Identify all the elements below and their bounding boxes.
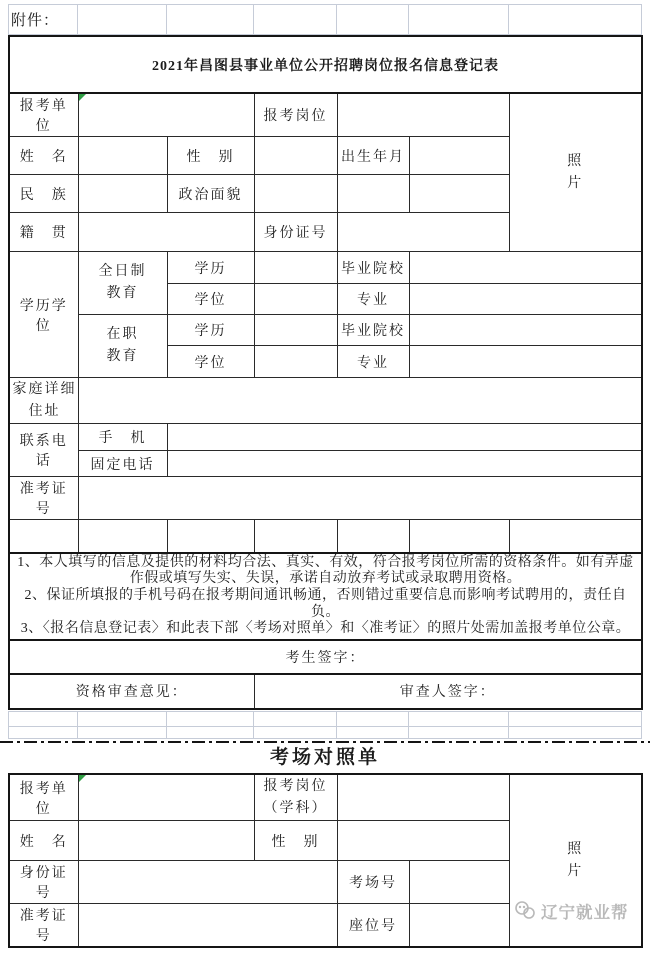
empty-grid-cell: [337, 711, 409, 726]
label-political-status: 政治面貌: [167, 175, 254, 213]
field-exam-ticket-number: [78, 904, 337, 948]
field-onjob-school: [409, 315, 642, 346]
form-title: 2021年昌图县事业单位公开招聘岗位报名信息登记表: [9, 36, 642, 93]
label-contact-phone: 联系电话: [9, 424, 78, 477]
label-review-opinion: 资格审查意见：: [9, 674, 254, 709]
watermark: [514, 899, 629, 923]
label-id-number: 身份证号: [9, 861, 78, 904]
note-line: 2、保证所填报的手机号码在报考期间通讯畅通，否则错过重要信息而影响考试聘用的，责任自负。: [24, 588, 627, 620]
label-gender: 性 别: [254, 821, 337, 861]
empty-grid-cell: [78, 726, 167, 738]
field-birth-date: [409, 137, 509, 175]
empty-grid-cell: [409, 5, 509, 35]
empty-grid-cell: [509, 5, 642, 35]
note-line: 3、〈报名信息登记表〉和此表下部〈考场对照单〉和〈准考证〉的照片处需加盖报考单位公章。: [20, 621, 631, 637]
field-gender: [337, 821, 509, 861]
field-apply-position-subject: [337, 774, 509, 821]
label-degree: 学位: [167, 284, 254, 315]
field-name: [78, 821, 254, 861]
empty-cell: [9, 520, 78, 553]
field-id-number: [78, 861, 337, 904]
field-name: [78, 137, 167, 175]
cut-dashdot-line: [0, 741, 650, 743]
label-native-place: 籍 贯: [9, 213, 78, 252]
label-ethnicity: 民 族: [9, 175, 78, 213]
empty-cell: [509, 520, 642, 553]
field-onjob-education-level: [254, 315, 337, 346]
empty-cell: [409, 175, 509, 213]
field-fulltime-school: [409, 252, 642, 284]
empty-cell: [78, 520, 167, 553]
label-reviewer-signature: 审查人签字：: [254, 674, 642, 709]
label-graduate-school: 毕业院校: [337, 315, 409, 346]
label-name: 姓 名: [9, 137, 78, 175]
registration-form-table: [8, 35, 643, 710]
empty-cell: [337, 520, 409, 553]
field-apply-position: [337, 93, 509, 137]
field-landline: [167, 451, 642, 477]
label-major: 专业: [337, 284, 409, 315]
label-degree: 学位: [167, 346, 254, 378]
label-exam-room-number: 考场号: [337, 861, 409, 904]
label-major: 专业: [337, 346, 409, 378]
label-exam-ticket-number: 准考证号: [9, 904, 78, 948]
photo-label: 照片: [567, 841, 584, 879]
cell-note-marker-icon: [79, 775, 86, 782]
empty-grid-cell: [254, 5, 337, 35]
label-education: 学历: [167, 315, 254, 346]
label-id-number: 身份证号: [254, 213, 337, 252]
field-apply-unit: [78, 93, 254, 137]
empty-cell: [409, 520, 509, 553]
label-apply-position: 报考岗位: [254, 93, 337, 137]
photo-area: [509, 93, 642, 252]
empty-grid-cell: [337, 726, 409, 738]
field-political-status: [254, 175, 337, 213]
field-apply-unit: [78, 774, 254, 821]
empty-grid-rows: [8, 711, 642, 739]
label-home-address: 家庭详细住址: [9, 378, 78, 424]
attachment-grid-row: [8, 4, 642, 35]
attachment-label: 附件：: [9, 5, 78, 35]
watermark-text: 辽宁就业帮: [541, 903, 629, 922]
label-candidate-signature: 考生签字：: [9, 640, 642, 674]
label-apply-unit: 报考单位: [9, 93, 78, 137]
field-exam-ticket-number: [78, 477, 642, 520]
label-apply-unit: 报考单位: [9, 774, 78, 821]
empty-cell: [167, 520, 254, 553]
empty-grid-cell: [509, 726, 642, 738]
field-ethnicity: [78, 175, 167, 213]
field-onjob-major: [409, 346, 642, 378]
label-education-degree-section: 学历学位: [9, 252, 78, 378]
empty-grid-cell: [167, 711, 254, 726]
watermark-logo-icon: [514, 901, 538, 921]
label-gender: 性 别: [167, 137, 254, 175]
field-exam-room-number: [409, 861, 509, 904]
empty-grid-cell: [78, 711, 167, 726]
notes-cell: [9, 553, 642, 640]
label-education: 学历: [167, 252, 254, 284]
field-fulltime-education-level: [254, 252, 337, 284]
empty-cell: [337, 175, 409, 213]
label-seat-number: 座位号: [337, 904, 409, 948]
empty-grid-cell: [254, 726, 337, 738]
field-id-number: [337, 213, 509, 252]
label-exam-ticket-number: 准考证号: [9, 477, 78, 520]
label-mobile: 手 机: [78, 424, 167, 451]
photo-label: 照片: [567, 153, 584, 191]
field-fulltime-degree: [254, 284, 337, 315]
empty-grid-cell: [409, 711, 509, 726]
empty-grid-cell: [409, 726, 509, 738]
label-birth-date: 出生年月: [337, 137, 409, 175]
label-graduate-school: 毕业院校: [337, 252, 409, 284]
field-home-address: [78, 378, 642, 424]
note-line: 1、本人填写的信息及提供的材料均合法、真实、有效，符合报考岗位所需的资格条件。如有弄虚作假或填写失实、失误，承诺自动放弃考试或录取聘用资格。: [17, 554, 634, 587]
exam-room-sheet-title: 考场对照单: [269, 746, 380, 768]
label-onjob-education: 在职教育: [78, 315, 167, 378]
field-gender: [254, 137, 337, 175]
empty-grid-cell: [167, 726, 254, 738]
label-fulltime-education: 全日制教育: [78, 252, 167, 315]
empty-grid-cell: [509, 711, 642, 726]
empty-grid-cell: [254, 711, 337, 726]
field-fulltime-major: [409, 284, 642, 315]
label-landline: 固定电话: [78, 451, 167, 477]
empty-grid-cell: [9, 711, 78, 726]
empty-grid-cell: [337, 5, 409, 35]
empty-cell: [254, 520, 337, 553]
label-name: 姓 名: [9, 821, 78, 861]
empty-grid-cell: [167, 5, 254, 35]
field-native-place: [78, 213, 254, 252]
empty-grid-cell: [78, 5, 167, 35]
field-seat-number: [409, 904, 509, 948]
cell-note-marker-icon: [79, 94, 86, 101]
label-apply-position-subject: 报考岗位（学科）: [254, 774, 337, 821]
empty-grid-cell: [9, 726, 78, 738]
field-onjob-degree: [254, 346, 337, 378]
field-mobile: [167, 424, 642, 451]
